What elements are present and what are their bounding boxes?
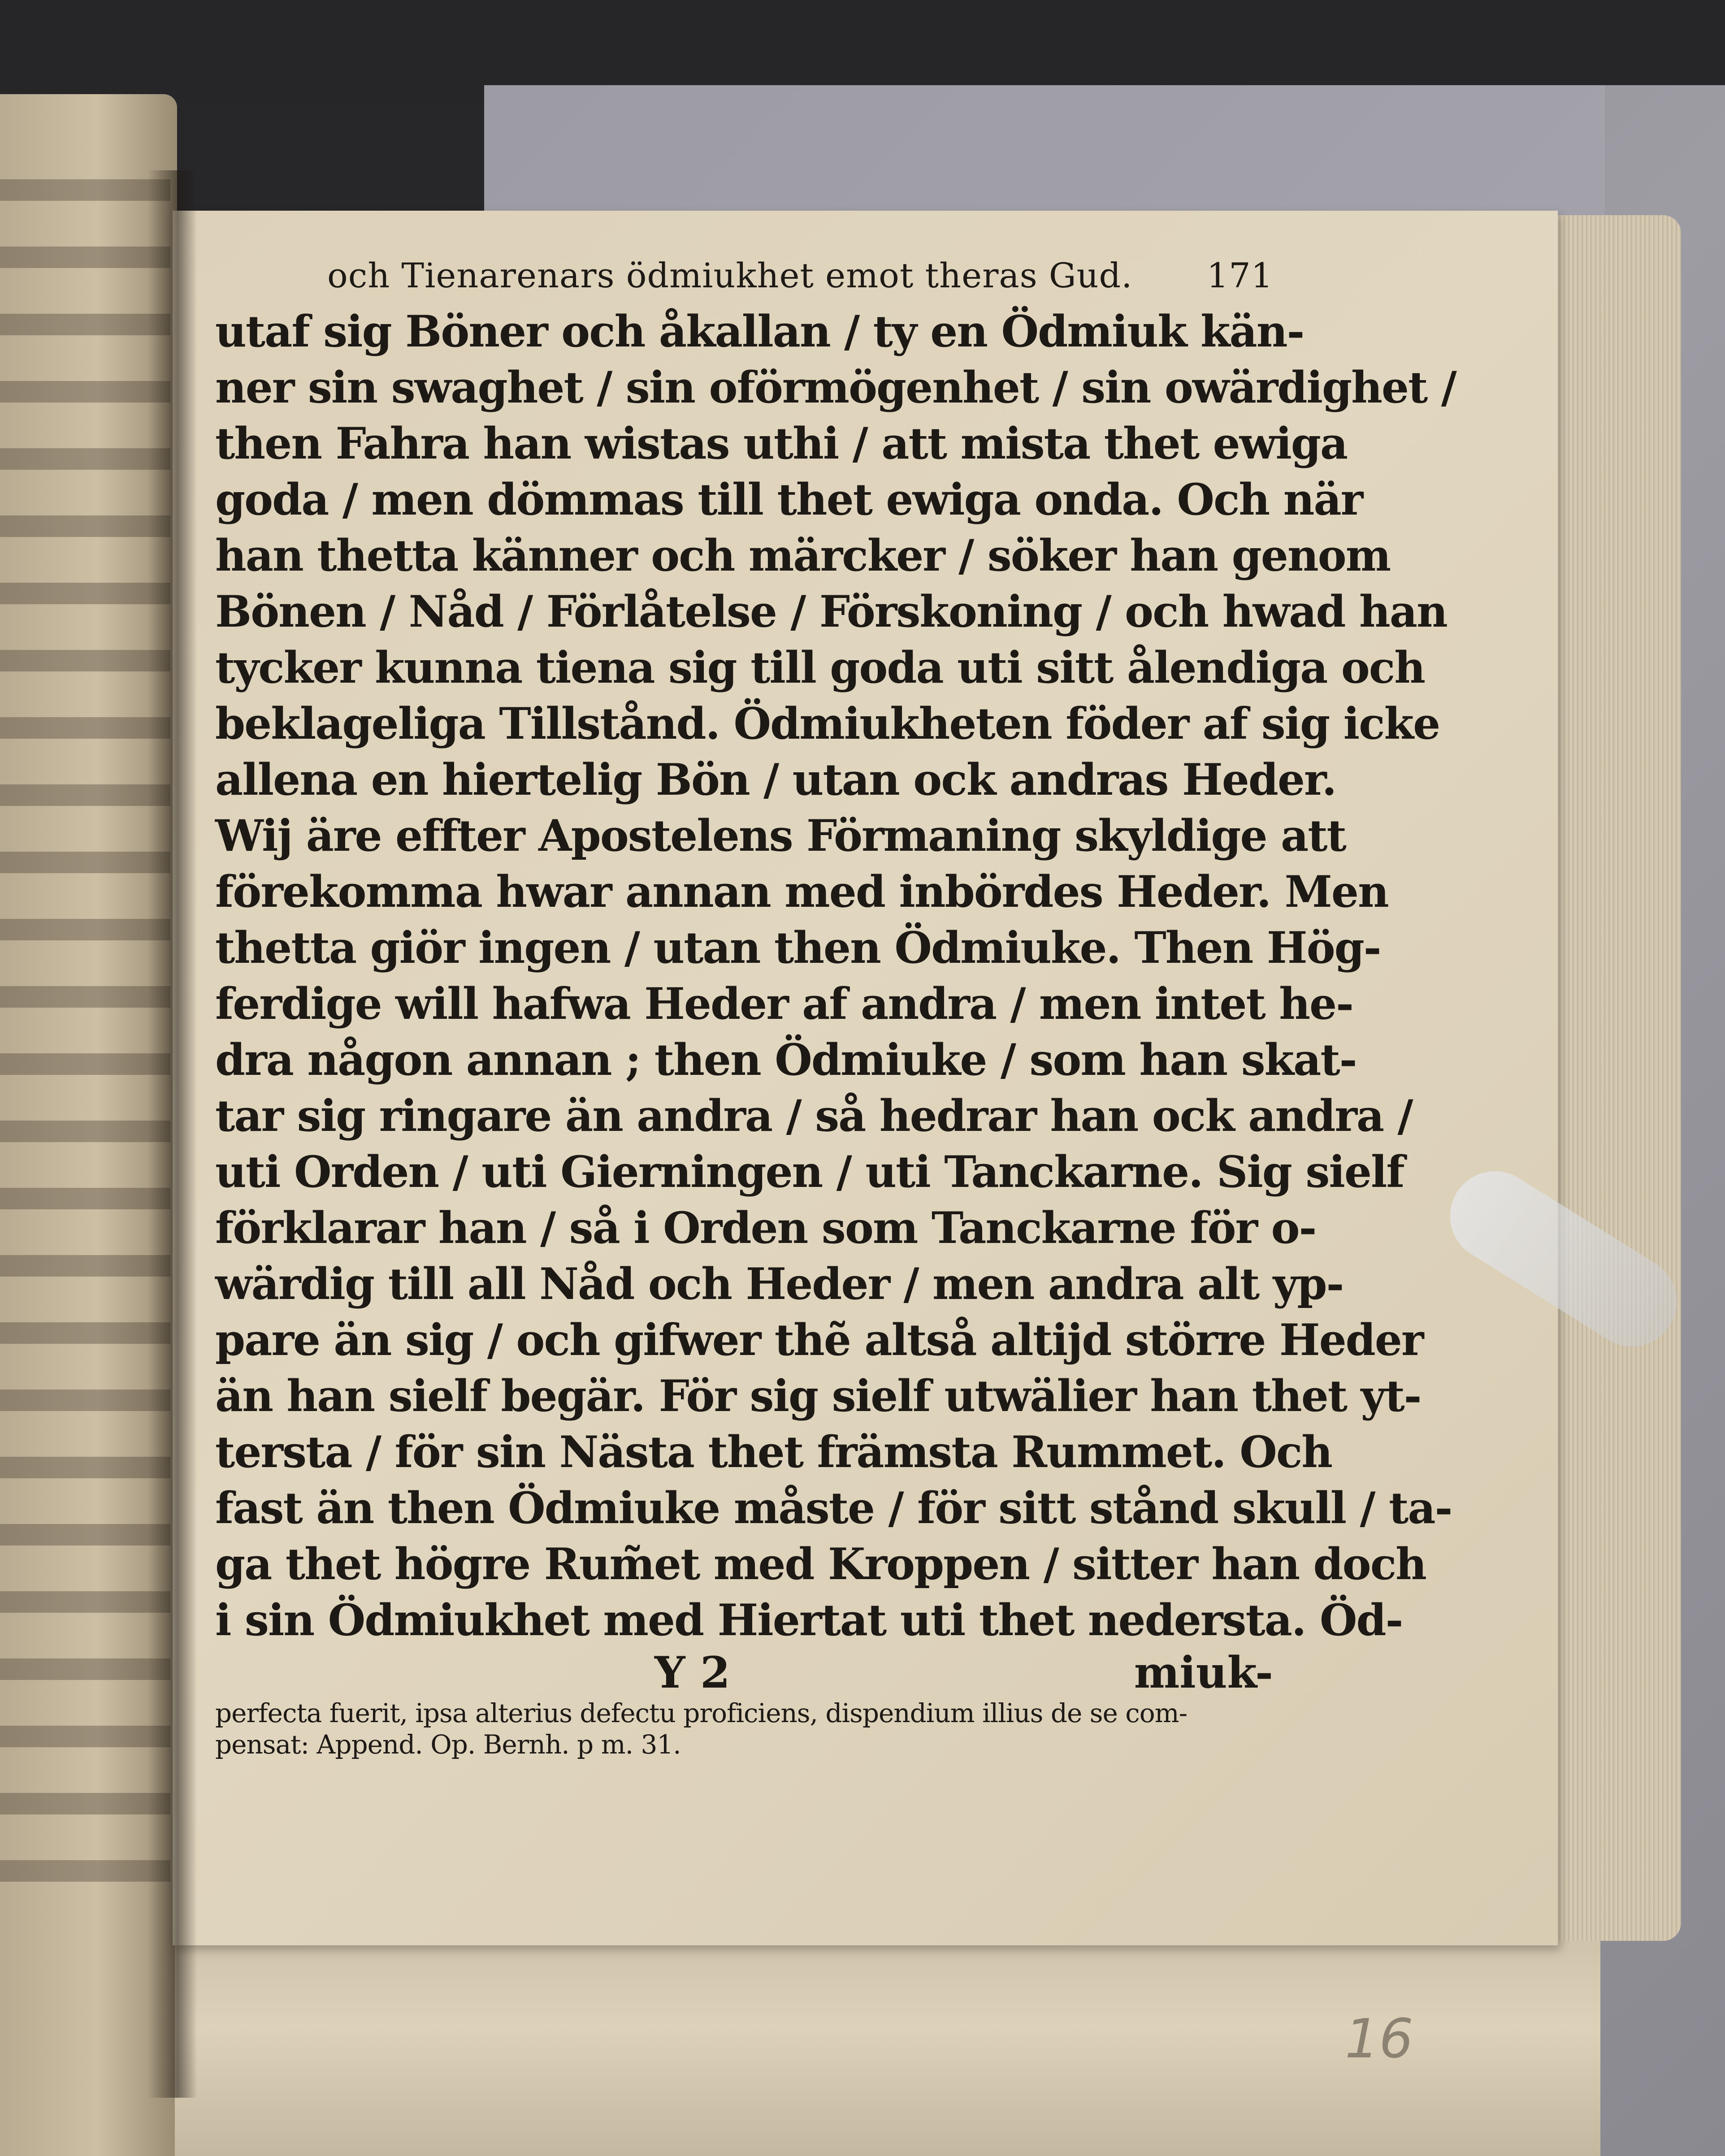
left-page-text-edge <box>0 148 170 1896</box>
signature-line <box>215 1648 1273 1697</box>
text-line: uti Orden / uti Gierningen / uti Tanckarne. Sig sielf <box>215 1147 1404 1197</box>
page-text-block <box>215 253 1456 1760</box>
text-line: fast än then Ödmiuke måste / för sitt stånd skull / ta- <box>215 1483 1452 1533</box>
footnote-line: perfecta fuerit, ipsa alterius defectu proficiens, dispendium illius de se com- <box>215 1698 1188 1728</box>
text-line: tersta / för sin Nästa thet främsta Rummet. Och <box>215 1427 1332 1477</box>
text-line: än han sielf begär. För sig sielf utwälier han thet yt- <box>215 1371 1421 1421</box>
text-line: ferdige will hafwa Heder af andra / men intet he- <box>215 978 1353 1029</box>
footnote-line: pensat: Append. Op. Bernh. p m. 31. <box>215 1729 681 1760</box>
text-line: i sin Ödmiukhet med Hiertat uti thet nedersta. Öd- <box>215 1595 1403 1645</box>
pencil-folio-mark: 16 <box>1345 2008 1413 2070</box>
gutter-shadow <box>148 170 197 2098</box>
text-line: Wij äre effter Apostelens Förmaning skyldige att <box>215 810 1346 861</box>
text-line: förekomma hwar annan med inbördes Heder. Men <box>215 866 1388 917</box>
text-line: förklarar han / så i Orden som Tanckarne för o- <box>215 1203 1316 1253</box>
catchword: miuk- <box>1134 1647 1273 1698</box>
text-line: thetta giör ingen / utan then Ödmiuke. Then Hög- <box>215 922 1381 973</box>
text-line: then Fahra han wistas uthi / att mista thet ewiga <box>215 418 1348 469</box>
text-line: Bönen / Nåd / Förlåtelse / Förskoning / och hwad han <box>215 586 1447 637</box>
text-line: ner sin swaghet / sin oförmögenhet / sin owärdighet / <box>215 362 1456 413</box>
text-line: beklageliga Tillstånd. Ödmiukheten föder af sig icke <box>215 698 1440 749</box>
text-line: tar sig ringare än andra / så hedrar han ock andra / <box>215 1091 1413 1141</box>
text-line: han thetta känner och märcker / söker han genom <box>215 530 1391 581</box>
text-line: wärdig till all Nåd och Heder / men andra alt yp- <box>215 1259 1344 1309</box>
running-head <box>215 253 1273 298</box>
text-line: goda / men dömmas till thet ewiga onda. Och när <box>215 474 1363 525</box>
text-line: utaf sig Böner och åkallan / ty en Ödmiuk kän- <box>215 306 1304 357</box>
text-line: pare än sig / och gifwer thẽ altså altijd större Heder <box>215 1315 1423 1365</box>
running-head-title: och Tienarenars ödmiukhet emot theras Gud. <box>327 255 1133 295</box>
text-line: dra någon annan ; then Ödmiuke / som han skat- <box>215 1035 1357 1085</box>
text-line: tycker kunna tiena sig till goda uti sitt ålendiga och <box>215 642 1425 693</box>
text-line: allena en hiertelig Bön / utan ock andras Heder. <box>215 754 1336 805</box>
text-line: ga thet högre Rum̃et med Kroppen / sitter han doch <box>215 1539 1426 1589</box>
page-number: 171 <box>1206 255 1273 295</box>
signature-mark: Y 2 <box>654 1647 730 1698</box>
